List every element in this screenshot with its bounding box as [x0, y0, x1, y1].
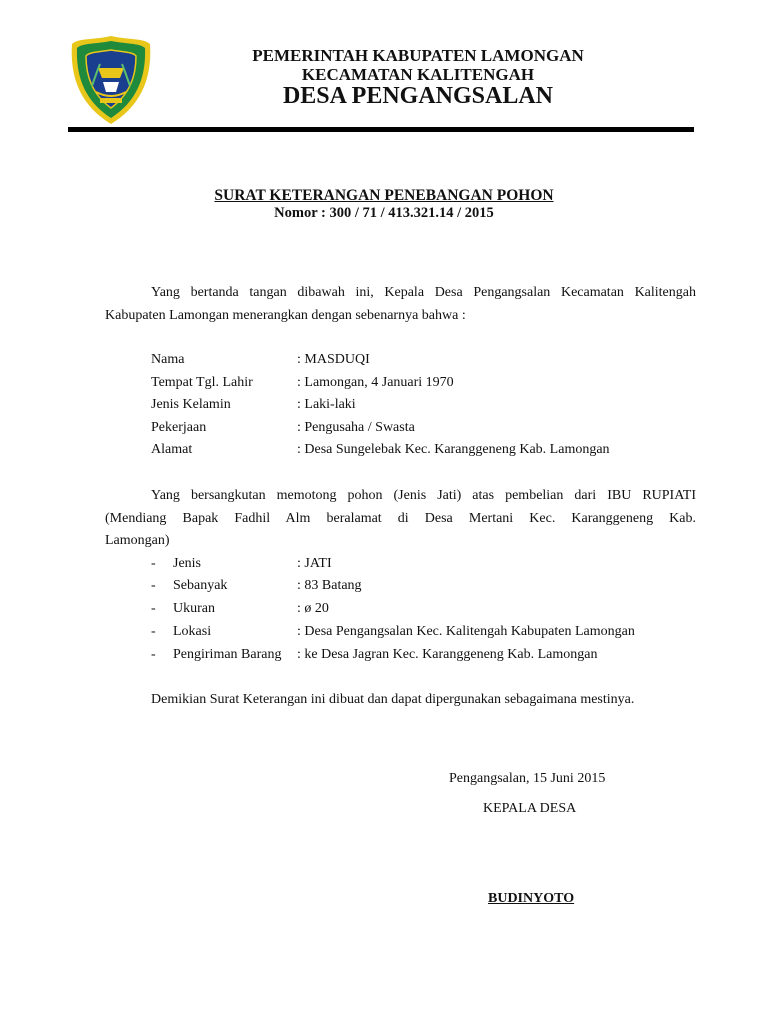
detail-value-size: : ø 20 [297, 601, 329, 616]
identity-value-birth: : Lamongan, 4 Januari 1970 [297, 375, 454, 390]
detail-label-size: Ukuran [173, 601, 215, 616]
intro-line-2: Kabupaten Lamongan menerangkan dengan sebenarnya bahwa : [105, 308, 466, 323]
header-divider [68, 127, 694, 132]
identity-label-address: Alamat [151, 442, 193, 457]
detail-value-quantity: : 83 Batang [297, 578, 362, 593]
header-district: KECAMATAN KALITENGAH [301, 65, 535, 84]
detail-label-type: Jenis [173, 556, 201, 571]
detail-label-quantity: Sebanyak [173, 578, 228, 593]
identity-value-address: : Desa Sungelebak Kec. Karanggeneng Kab. Lamongan [297, 442, 610, 457]
intro-line-1: Yang bertanda tangan dibawah ini, Kepala Desa Pengangsalan Kecamatan Kalitengah [151, 285, 696, 300]
identity-value-gender: : Laki-laki [297, 397, 356, 412]
identity-value-occupation: : Pengusaha / Swasta [297, 420, 415, 435]
identity-label-birth: Tempat Tgl. Lahir [151, 375, 253, 390]
identity-label-gender: Jenis Kelamin [151, 397, 231, 412]
statement-line-2: (Mendiang Bapak Fadhil Alm beralamat di Desa Mertani Kec. Karanggeneng Kab. [105, 511, 696, 526]
identity-label-occupation: Pekerjaan [151, 420, 207, 435]
detail-label-location: Lokasi [173, 624, 212, 639]
signature-place-date: Pengangsalan, 15 Juni 2015 [449, 771, 606, 786]
closing-statement: Demikian Surat Keterangan ini dibuat dan dapat dipergunakan sebagaimana mestinya. [151, 692, 635, 707]
regency-emblem-icon [70, 34, 152, 126]
detail-value-delivery: : ke Desa Jagran Kec. Karanggeneng Kab. Lamongan [297, 647, 598, 662]
statement-line-1: Yang bersangkutan memotong pohon (Jenis Jati) atas pembelian dari IBU RUPIATI [151, 488, 696, 503]
identity-label-name: Nama [151, 352, 185, 367]
header-village: DESA PENGANGSALAN [282, 83, 554, 109]
statement-line-3: Lamongan) [105, 533, 170, 548]
detail-bullet: - [151, 601, 156, 616]
signature-name: BUDINYOTO [488, 891, 575, 906]
detail-value-location: : Desa Pengangsalan Kec. Kalitengah Kabupaten Lamongan [297, 624, 635, 639]
detail-bullet: - [151, 624, 156, 639]
signature-position: KEPALA DESA [483, 801, 577, 816]
document-title: SURAT KETERANGAN PENEBANGAN POHON [214, 187, 554, 204]
detail-bullet: - [151, 556, 156, 571]
detail-bullet: - [151, 647, 156, 662]
detail-value-type: : JATI [297, 556, 332, 571]
detail-label-delivery: Pengiriman Barang [173, 647, 282, 662]
detail-bullet: - [151, 578, 156, 593]
header-government: PEMERINTAH KABUPATEN LAMONGAN [252, 46, 584, 65]
document-number: Nomor : 300 / 71 / 413.321.14 / 2015 [274, 205, 494, 221]
identity-value-name: : MASDUQI [297, 352, 370, 367]
